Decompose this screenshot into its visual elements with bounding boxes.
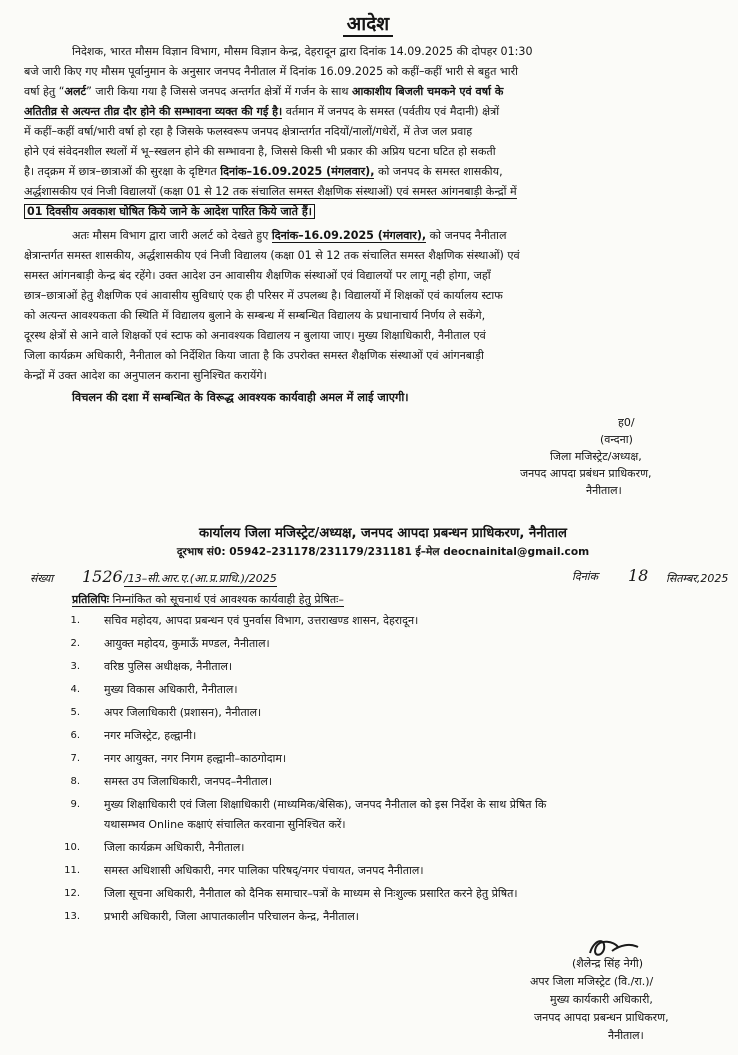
recipient-text: सचिव महोदय, आपदा प्रबन्धन एवं पुनर्वास विभाग, उत्तराखण्ड शासन, देहरादून। xyxy=(104,614,419,627)
recipient-text: जिला कार्यक्रम अधिकारी, नैनीताल। xyxy=(104,841,245,854)
signatory-authority: जनपद आपदा प्रबंधन प्राधिकरण, xyxy=(520,467,652,480)
reference-suffix: /13–सी.आर.ए.(आ.प्र.प्राधि.)/2025 xyxy=(124,572,277,585)
contact-line: दूरभाष सं0: 05942–231178/231179/231181 ई–मेल deocnainital@gmail.com xyxy=(176,546,590,558)
signatory-name: (वन्दना) xyxy=(600,433,633,446)
recipient-number: 12. xyxy=(64,888,80,899)
recipient-text: वरिष्ठ पुलिस अधीक्षक, नैनीताल। xyxy=(104,660,233,673)
reference-label: संख्या xyxy=(30,572,54,585)
adm-ceo: मुख्य कार्यकारी अधिकारी, xyxy=(550,993,653,1006)
reference-number: 1526 xyxy=(82,567,123,586)
recipient-item xyxy=(24,680,712,700)
holiday-declaration: 01 दिवसीय अवकाश घोषित किये जाने के आदेश पारित किये जाते हैं। xyxy=(24,204,315,219)
recipient-number: 10. xyxy=(64,842,80,853)
recipient-item xyxy=(24,611,712,631)
recipient-text: समस्त उप जिलाधिकारी, जनपद–नैनीताल। xyxy=(104,775,273,788)
document-title: आदेश xyxy=(24,10,712,36)
adm-place: नैनीताल। xyxy=(608,1029,644,1042)
recipient-item xyxy=(24,657,712,677)
recipient-text: आयुक्त महोदय, कुमाऊँ मण्डल, नैनीताल। xyxy=(104,637,270,650)
office-header: कार्यालय जिला मजिस्ट्रेट/अध्यक्ष, जनपद आपदा प्रबन्धन प्राधिकरण, नैनीताल xyxy=(199,526,567,541)
date-day: 18 xyxy=(628,566,649,585)
date-month: सितम्बर,2025 xyxy=(666,572,729,585)
recipient-item xyxy=(24,884,712,904)
order-paragraph-1: निदेशक, भारत मौसम विज्ञान विभाग, मौसम विज्ञान केन्द्र, देहरादून द्वारा दिनांक 14.09.2025 की दोपहर 01:30 बजे जारी किए गए मौसम पूर्वानुमान के अनुसार जनपद नैनीताल में दिनांक 16.09.2025 को कहीं–कहीं भारी से बहुत भारी वर्षा हेतु “अलर्ट” जारी किया गया है जिससे जनपद अन्तर्गत क्षेत्रों में गर्जन के साथ आकाशीय बिजली चमकने एवं वर्षा के अतितीव्र से अत्यन्त तीव्र दौर होने की सम्भावना व्यक्त की गई है। वर्तमान में जनपद के समस्त (पर्वतीय एवं मैदानी) क्षेत्रों में कहीं–कहीं वर्षा/भारी वर्षा हो रहा है जिसके फलस्वरूप जनपद क्षेत्रान्तर्गत नदियों/नालों/गधेरों, में तेज जल प्रवाह होने एवं संवेदनशील स्थलों में भू–स्खलन होने की सम्भावना है, जिससे किसी भी प्रकार की अप्रिय घटना घटित हो सकती है। तद्क्रम में छात्र–छात्राओं की सुरक्षा के दृष्टिगत दिनांक–16.09.2025 (मंगलवार), को जनपद के समस्त शासकीय, अर्द्धशासकीय एवं निजी विद्यालयों (कक्षा 01 से 12 तक संचालित समस्त शैक्षणिक संस्थाओं) एवं समस्त आंगनबाड़ी केन्द्रों में 01 दिवसीय अवकाश घोषित किये जाने के आदेश पारित किये जाते हैं। xyxy=(24,45,533,218)
signature-block-adm xyxy=(24,935,712,1055)
recipient-item xyxy=(24,838,712,858)
recipient-number: 4. xyxy=(70,684,80,695)
recipient-text: समस्त अधिशासी अधिकारी, नगर पालिका परिषद्/नगर पंचायत, जनपद नैनीताल। xyxy=(104,864,424,877)
recipient-number: 13. xyxy=(64,911,80,922)
recipient-number: 11. xyxy=(64,865,80,876)
recipient-number: 7. xyxy=(70,753,80,764)
recipient-number: 6. xyxy=(70,730,80,741)
recipient-item xyxy=(24,749,712,769)
recipient-number: 2. xyxy=(70,638,80,649)
recipient-text: नगर मजिस्ट्रेट, हल्द्वानी। xyxy=(104,729,197,742)
date-label: दिनांक xyxy=(572,570,599,583)
recipient-item xyxy=(24,772,712,792)
signatory-place: नैनीताल। xyxy=(586,484,622,497)
recipient-text: प्रभारी अधिकारी, जिला आपातकालीन परिचालन केन्द्र, नैनीताल। xyxy=(104,910,359,923)
recipient-number: 9. xyxy=(70,799,80,810)
recipient-continuation: यथासम्भव Online कक्षाएं संचालित करवाना सुनिश्चित करें। xyxy=(104,818,346,831)
adm-authority: जनपद आपदा प्रबन्धन प्राधिकरण, xyxy=(534,1011,669,1024)
recipient-text: नगर आयुक्त, नगर निगम हल्द्वानी–काठगोदाम। xyxy=(104,752,287,765)
warning-line: विचलन की दशा में सम्बन्धित के विरूद्ध आवश्यक कार्यवाही अमल में लाई जाएगी। xyxy=(72,391,409,404)
recipient-number: 5. xyxy=(70,707,80,718)
recipient-text: मुख्य विकास अधिकारी, नैनीताल। xyxy=(104,683,238,696)
recipient-item xyxy=(24,861,712,881)
recipient-item xyxy=(24,703,712,723)
adm-designation: अपर जिला मजिस्ट्रेट (वि./रा.)/ xyxy=(530,975,654,988)
recipient-number: 8. xyxy=(70,776,80,787)
reference-line xyxy=(24,566,729,591)
recipient-number: 1. xyxy=(70,615,80,626)
signed-mark: ह0/ xyxy=(618,416,635,429)
recipient-list xyxy=(24,611,712,927)
copy-heading: प्रतिलिपिः निम्नांकित को सूचनार्थ एवं आवश्यक कार्यवाही हेतु प्रेषितः– xyxy=(72,593,344,606)
recipient-item xyxy=(24,726,712,746)
signatory-designation: जिला मजिस्ट्रेट/अध्यक्ष, xyxy=(550,450,642,463)
recipient-item xyxy=(24,907,712,927)
recipient-text: मुख्य शिक्षाधिकारी एवं जिला शिक्षाधिकारी (माध्यमिक/बेसिक), जनपद नैनीताल को इस निर्देश के साथ प्रेषित कि xyxy=(104,798,547,811)
recipient-text: जिला सूचना अधिकारी, नैनीताल को दैनिक समाचार–पत्रों के माध्यम से निःशुल्क प्रसारित करने हेतु प्रेषित। xyxy=(104,887,518,900)
recipient-item xyxy=(24,634,712,654)
signature-block-dm xyxy=(514,414,712,499)
order-paragraph-2: अतः मौसम विभाग द्वारा जारी अलर्ट को देखते हुए दिनांक–16.09.2025 (मंगलवार), को जनपद नैनीताल क्षेत्रान्तर्गत समस्त शासकीय, अर्द्धशासकीय एवं निजी विद्यालय (कक्षा 01 से 12 तक संचालित समस्त शैक्षणिक संस्थाओं) एवं समस्त आंगनबाड़ी केन्द्र बंद रहेंगे। उक्त आदेश उन आवासीय शैक्षणिक संस्थाओं एवं विद्यालयों पर लागू नही होगा, जहाँ छात्र–छात्राओं हेतु शैक्षणिक एवं आवासीय सुविधाएं एक ही परिसर में उपलब्ध है। विद्यालयों में शिक्षकों एवं कार्यालय स्टाफ को अत्यन्त आवश्यकता की स्थिति में विद्यालय बुलाने के सम्बन्ध में सम्बन्धित विद्यालय के प्रधानाचार्य निर्णय ले सकेंगे, दूरस्थ क्षेत्रों से आने वाले शिक्षकों एवं स्टाफ को अनावश्यक विद्यालय न बुलाया जाए। मुख्य शिक्षाधिकारी, नैनीताल एवं जिला कार्यक्रम अधिकारी, नैनीताल को निर्देशित किया जाता है कि उपरोक्त समस्त शैक्षणिक संस्थाओं एवं आंगनबाड़ी केन्द्रों में उक्त आदेश का अनुपालन कराना सुनिश्चित करायेंगे। xyxy=(24,229,520,382)
recipient-number: 3. xyxy=(70,661,80,672)
adm-name: (शैलेन्द्र सिंह नेगी) xyxy=(572,957,644,970)
recipient-text: अपर जिलाधिकारी (प्रशासन), नैनीताल। xyxy=(104,706,262,719)
recipient-item xyxy=(24,795,712,835)
